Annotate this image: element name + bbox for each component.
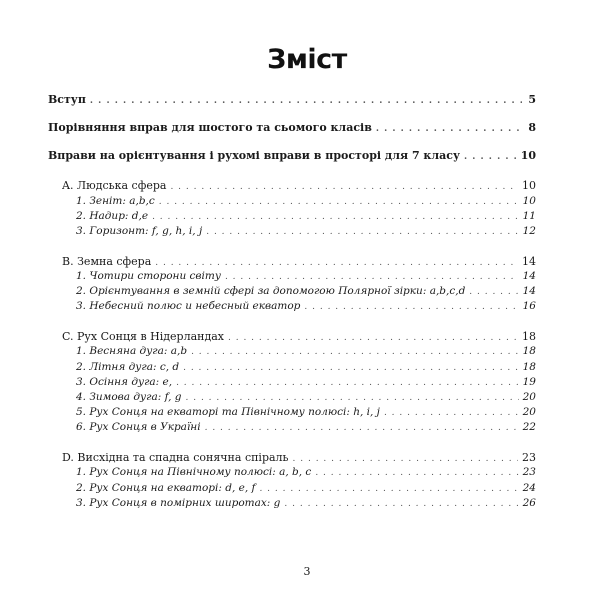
dot-leader bbox=[206, 225, 518, 237]
dot-leader bbox=[170, 179, 518, 192]
toc-page-number: 18 bbox=[522, 330, 536, 343]
toc-section bbox=[48, 149, 536, 162]
toc-label: 1. Зеніт: a,b,c bbox=[76, 195, 155, 207]
toc-page-number: 18 bbox=[522, 361, 536, 373]
toc-label: C. Рух Сонця в Нідерландах bbox=[62, 330, 225, 343]
toc-label: B. Земна сфера bbox=[62, 255, 152, 268]
toc-page-number: 14 bbox=[522, 255, 536, 268]
toc-item bbox=[76, 376, 536, 388]
toc-item bbox=[76, 497, 536, 509]
toc-label: 1. Рух Сонця на Північному полюсі: a, b, c bbox=[76, 466, 312, 478]
toc-page-number: 12 bbox=[522, 225, 536, 237]
toc-label: 3. Горизонт: f, g, h, i, j bbox=[76, 225, 203, 237]
toc-page-number: 23 bbox=[522, 451, 536, 464]
dot-leader bbox=[464, 149, 517, 162]
toc-page-number: 19 bbox=[522, 376, 536, 388]
toc-label: 2. Надир: d,e bbox=[76, 210, 149, 222]
toc-item bbox=[76, 421, 536, 433]
toc-item bbox=[76, 300, 536, 312]
toc-label: 6. Рух Сонця в Україні bbox=[76, 421, 201, 433]
toc-subsection bbox=[62, 255, 536, 268]
dot-leader bbox=[228, 330, 518, 343]
dot-leader bbox=[155, 255, 518, 268]
toc-label: 4. Зимова дуга: f, g bbox=[76, 391, 182, 403]
dot-leader bbox=[315, 466, 518, 478]
dot-leader bbox=[376, 121, 522, 134]
dot-leader bbox=[183, 361, 519, 373]
toc-item bbox=[76, 466, 536, 478]
toc-label: D. Висхідна та спадна сонячна спіраль bbox=[62, 451, 289, 464]
toc-page-number: 14 bbox=[522, 285, 536, 297]
toc-label: 3. Осіння дуга: e, bbox=[76, 376, 173, 388]
toc-label: Вступ bbox=[48, 93, 86, 106]
toc-label: 3. Небесний полюс и небесный екватор bbox=[76, 300, 301, 312]
toc-page-number: 24 bbox=[522, 482, 536, 494]
toc-item bbox=[76, 345, 536, 357]
toc-label: A. Людська сфера bbox=[62, 179, 167, 192]
dot-leader bbox=[90, 93, 522, 106]
toc-page-number: 11 bbox=[522, 210, 536, 222]
toc-page-number: 26 bbox=[522, 497, 536, 509]
toc-label: Порівняння вправ для шостого та сьомого класів bbox=[48, 121, 372, 134]
toc-label: 2. Літня дуга: c, d bbox=[76, 361, 180, 373]
dot-leader bbox=[191, 345, 519, 357]
toc-item bbox=[76, 270, 536, 282]
toc-page-number: 16 bbox=[522, 300, 536, 312]
dot-leader bbox=[205, 421, 519, 433]
toc-page-number: 14 bbox=[522, 270, 536, 282]
toc-page-number: 10 bbox=[520, 149, 536, 162]
toc-section bbox=[48, 93, 536, 106]
toc-page-number: 20 bbox=[522, 406, 536, 418]
toc-subsection bbox=[62, 330, 536, 343]
toc-label: Вправи на орієнтування і рухомі вправи в просторі для 7 класу bbox=[48, 149, 460, 162]
dot-leader bbox=[284, 497, 518, 509]
dot-leader bbox=[384, 406, 519, 418]
toc-item bbox=[76, 210, 536, 222]
toc-page-number: 18 bbox=[522, 345, 536, 357]
toc-item bbox=[76, 195, 536, 207]
dot-leader bbox=[176, 376, 519, 388]
page-title: Зміст bbox=[267, 44, 347, 75]
toc-item bbox=[76, 285, 536, 297]
dot-leader bbox=[225, 270, 519, 282]
toc-label: 3. Рух Сонця в помірних широтах: g bbox=[76, 497, 281, 509]
toc-item bbox=[76, 391, 536, 403]
toc-subsection bbox=[62, 451, 536, 464]
toc-page-number: 23 bbox=[522, 466, 536, 478]
toc-section bbox=[48, 121, 536, 134]
dot-leader bbox=[152, 210, 519, 222]
toc-page-number: 5 bbox=[528, 93, 536, 106]
page-number: 3 bbox=[303, 565, 311, 578]
toc-label: 1. Весняна дуга: a,b bbox=[76, 345, 188, 357]
toc-label: 5. Рух Сонця на екваторі та Північному полюсі: h, i, j bbox=[76, 406, 380, 418]
toc-label: 1. Чотири сторони світу bbox=[76, 270, 221, 282]
dot-leader bbox=[469, 285, 518, 297]
toc-item bbox=[76, 482, 536, 494]
dot-leader bbox=[293, 451, 518, 464]
toc-item bbox=[76, 361, 536, 373]
toc-page-number: 8 bbox=[528, 121, 536, 134]
toc-page-number: 10 bbox=[522, 195, 536, 207]
dot-leader bbox=[159, 195, 519, 207]
dot-leader bbox=[186, 391, 519, 403]
dot-leader bbox=[304, 300, 518, 312]
toc-page-number: 20 bbox=[522, 391, 536, 403]
toc-item bbox=[76, 406, 536, 418]
toc-item bbox=[76, 225, 536, 237]
toc-subsection bbox=[62, 179, 536, 192]
toc-page-number: 10 bbox=[522, 179, 536, 192]
toc-page-number: 22 bbox=[522, 421, 536, 433]
toc-label: 2. Орієнтування в земній сфері за допомогою Полярної зірки: a,b,c,d bbox=[76, 285, 466, 297]
dot-leader bbox=[259, 482, 518, 494]
toc-label: 2. Рух Сонця на екваторі: d, e, f bbox=[76, 482, 256, 494]
